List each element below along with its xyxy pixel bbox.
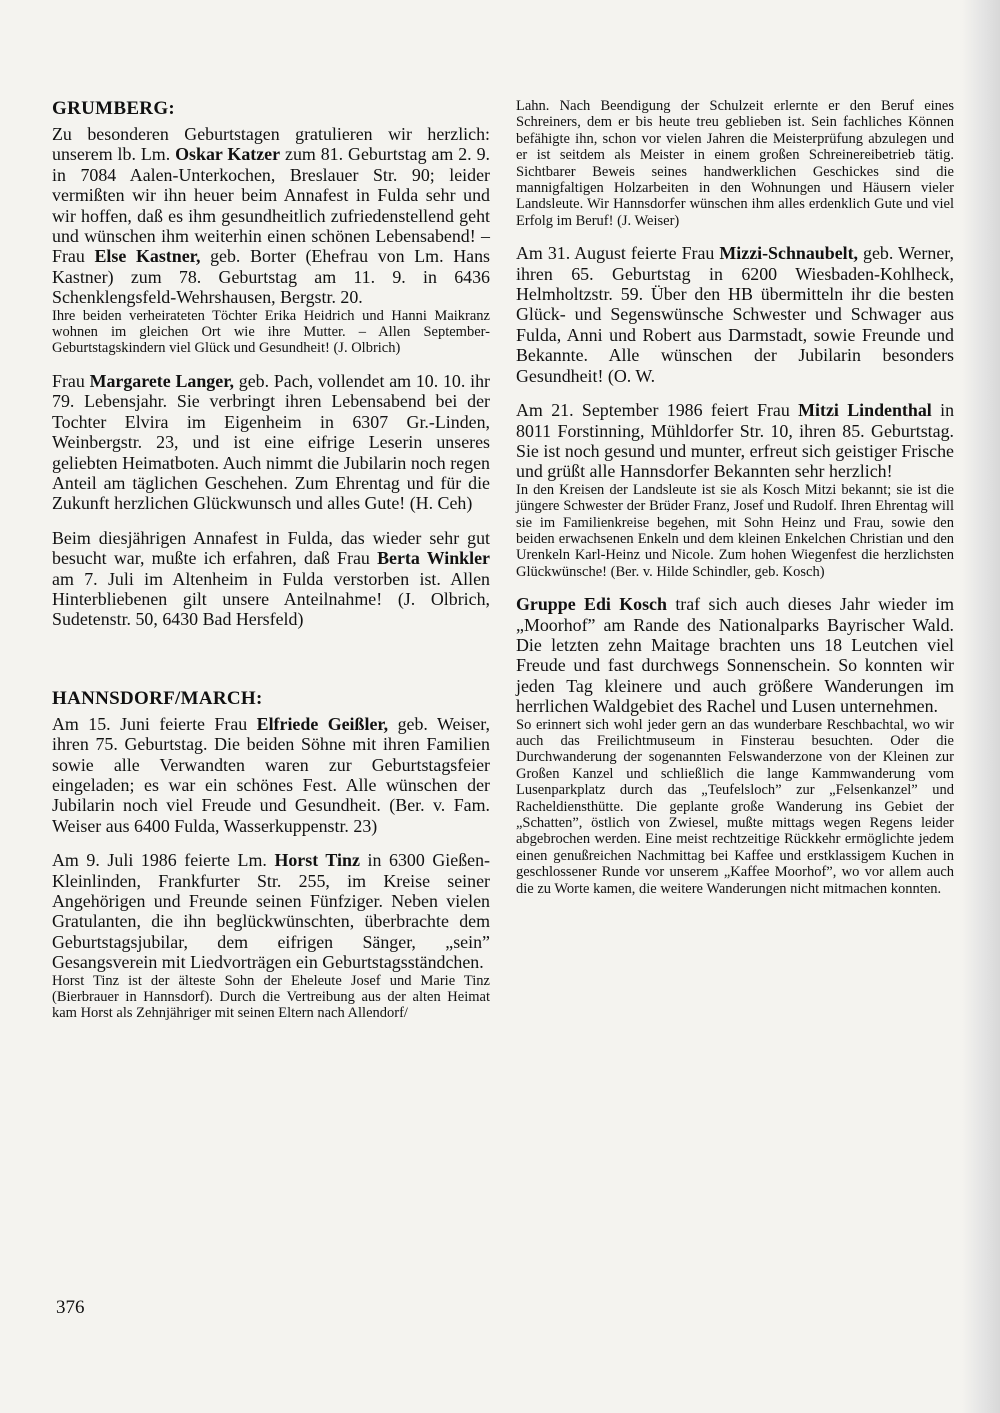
right-paragraph-4 <box>516 594 954 716</box>
text-run: geb. Borter (Ehefrau von Lm. Hans Kastner) zum 78. Geburtstag am 11. 9. in 6436 Schenklengsfeld-Wehrshausen, Bergstr. 20. <box>52 246 490 308</box>
text-run: Zu besonderen Geburtstagen gratulieren wir herzlich: unserem lb. Lm. <box>52 124 490 165</box>
text-run: geb. Pach, vollendet am 10. 10. ihr 79. Lebensjahr. Sie verbringt ihren Lebensabend bei der Tochter Elvira im Eigenheim in 6307 Gr.-Linden, Weinbergstr. 23, und ist eine eifrige Leserin unseres geliebten Heimatboten. Auch nimmt die Jubilarin noch regen Anteil am täglichen Geschehen. Zum Ehrentag und für die Zukunft herzlichen Glückwunsch und alles Gute! (H. Ceh) <box>52 370 490 514</box>
section-heading-hannsdorf: HANNSDORF/MARCH: <box>52 687 263 709</box>
text-run: Am 15. Juni feierte Frau <box>52 713 257 734</box>
text-run: Am 21. September 1986 feiert Frau <box>516 400 799 421</box>
right-paragraph-3-note: In den Kreisen der Landsleute ist sie als Kosch Mitzi bekannt; sie ist die jüngere Schwester der Brüder Franz, Josef und Rudolf. Ihren Ehrentag will sie im Familienkreise begehen, mit Sohn Heinz und Frau, sowie den beiden erwachsenen Enkeln und dem kleinen Enkelchen Christian und den Urenkeln Karl-Heinz und Nicole. Zum hohen Wiegenfest die herzlichsten Glückwünsche! (Ber. v. Hilde Schindler, geb. Kosch) <box>516 481 954 580</box>
hannsdorf-paragraph-1 <box>52 714 490 836</box>
text-run: traf sich auch dieses Jahr wieder im „Moorhof” am Rande des Nationalparks Bayrischer Wald. Die letzten zehn Maitage brachten uns 18 Leutchen viel Freude und fast durchwegs Sonnenschein. So konnten wir jeden Tag kleinere und auch größere Wanderungen im herrlichen Waldgebiet des Rachel und Lusen unternehmen. <box>516 594 954 717</box>
left-column <box>52 98 490 1022</box>
hannsdorf-paragraph-2 <box>52 850 490 972</box>
person-name: Mitzi Lindenthal <box>798 400 932 421</box>
text-run: am 7. Juli im Altenheim in Fulda verstorben ist. Allen Hinterbliebenen gilt unsere Anteilnahme! (J. Olbrich, Sudetenstr. 50, 6430 Bad Hersfeld) <box>52 568 490 630</box>
text-run: Beim diesjährigen Annafest in Fulda, das wieder sehr gut besucht war, mußte ich erfahren, daß Frau <box>52 527 490 569</box>
text-run: in 8011 Forstinning, Mühldorfer Str. 10, ihren 85. Geburtstag. Sie ist noch gesund und munter, erfreut sich geistiger Frische und grüßt alle Hannsdorfer Bekannten sehr herzlich! <box>516 400 955 482</box>
hannsdorf-paragraph-2-note: Horst Tinz ist der älteste Sohn der Eheleute Josef und Marie Tinz (Bierbrauer in Hannsdorf). Durch die Vertreibung aus der alten Heimat kam Horst als Zehnjähriger mit seinen Eltern nach Allendorf/ <box>52 972 490 1022</box>
group-name: Gruppe Edi Kosch <box>516 594 667 615</box>
person-name: Margarete Langer, <box>89 370 234 391</box>
right-paragraph-4-note: So erinnert sich wohl jeder gern an das wunderbare Reschbachtal, wo wir auch das Freilichtmuseum in Finsterau besuchten. Oder die Durchwanderung der sogenannten Felswanderzone von der Kleinen zur Großen Kanzel und schließlich die lange Kammwanderung vom Lusenparkplatz durch das „Teufelsloch” zur „Felsenkanzel” und Racheldiensthütte. Die geplante große Wanderung ins Gebiet der „Schatten”, östlich von Zwiesel, mußte mittags wegen Regens leider abgebrochen werden. Eine meist rechtzeitige Rückkehr ermöglichte jedem einen genußreichen Nachmittag bei Kaffee und erstklassigem Kuchen in geschlossener Runde vor unserem „Kaffee Moorhof”, wo vor allem auch die zu Worte kamen, die weitere Wanderungen nicht mitmachen konnten. <box>516 716 954 897</box>
grumberg-paragraph-2 <box>52 371 490 514</box>
right-paragraph-2 <box>516 243 954 386</box>
text-run: Frau <box>52 370 90 391</box>
text-run: zum 81. Geburtstag am 2. 9. in 7084 Aalen-Unterkochen, Breslauer Str. 90; leider vermißten wir ihn heuer beim Annafest in Fulda sehr und wir hoffen, daß es ihm gesundheitlich zufriedenstellend geht und wünschen ihm weiterhin einen schönen Lebensabend! – Frau <box>52 144 490 267</box>
person-name: Horst Tinz <box>274 850 360 871</box>
text-run: in 6300 Gießen-Kleinlinden, Frankfurter Str. 255, im Kreise seiner Angehörigen und Freunde seinen Fünfziger. Neben vielen Gratulanten, die ihn beglückwünschten, überbrachte dem Geburtstagsjubilar, dem eifrigen Sänger, „sein” Gesangsverein mit Liedvorträgen ein Geburtstagsständchen. <box>52 850 490 973</box>
person-name: Oskar Katzer <box>175 144 281 165</box>
text-run: Am 31. August feierte Frau <box>516 243 720 264</box>
grumberg-paragraph-1 <box>52 124 490 308</box>
grumberg-paragraph-3 <box>52 528 490 630</box>
section-heading-grumberg: GRUMBERG: <box>52 98 176 119</box>
continued-paragraph-note: Lahn. Nach Beendigung der Schulzeit erlernte er den Beruf eines Schreiners, dem er bis heute treu geblieben ist. Sein fachliches Können befähigte ihn, schon vor vielen Jahren die Meisterprüfung abzulegen und er ist seitdem als Meister in einem großen Schreinereibetrieb tätig. Sichtbarer Beweis seines handwerklichen Geschickes sind die mannigfaltigen Holzarbeiten in den Wohnungen und Häusern vieler Landsleute. Wir Hannsdorfer wünschen ihm alles erdenklich Gute und viel Erfolg im Beruf! (J. Weiser) <box>516 98 954 229</box>
text-run: geb. Werner, ihren 65. Geburtstag in 6200 Wiesbaden-Kohlheck, Helmholtzstr. 59. Über den HB übermitteln ihr die besten Glück- und Segenswünsche Schwester und Schwager aus Fulda, Anni und Robert aus Darmstadt, sowie Freunde und Bekannte. Alle wünschen der Jubilarin besonders Gesundheit! (O. W. <box>516 243 954 386</box>
person-name: Elfriede Geißler, <box>256 713 389 734</box>
right-column <box>516 98 954 897</box>
text-run: Am 9. Juli 1986 feierte Lm. <box>52 850 275 871</box>
page-number: 376 <box>56 1297 85 1318</box>
page-edge-shadow <box>962 0 1000 1413</box>
text-run: geb. Weiser, ihren 75. Geburtstag. Die beiden Söhne mit ihren Familien sowie alle Verwandten waren zur Geburtstagsfeier eingeladen; es war ein schönes Fest. Alle wünschen der Jubilarin noch viel Freude und Gesundheit. (Ber. v. Fam. Weiser aus 6400 Fulda, Wasserkuppenstr. 23) <box>52 713 490 836</box>
right-paragraph-3 <box>516 400 954 482</box>
person-name: Mizzi-Schnaubelt, <box>719 243 859 264</box>
grumberg-paragraph-1-note: Ihre beiden verheirateten Töchter Erika Heidrich und Hanni Maikranz wohnen im gleichen Ort wie ihre Mutter. – Allen September-Geburtstagskindern viel Glück und Gesundheit! (J. Olbrich) <box>52 307 490 357</box>
person-name: Else Kastner, <box>94 246 201 267</box>
person-name: Berta Winkler <box>377 548 490 569</box>
